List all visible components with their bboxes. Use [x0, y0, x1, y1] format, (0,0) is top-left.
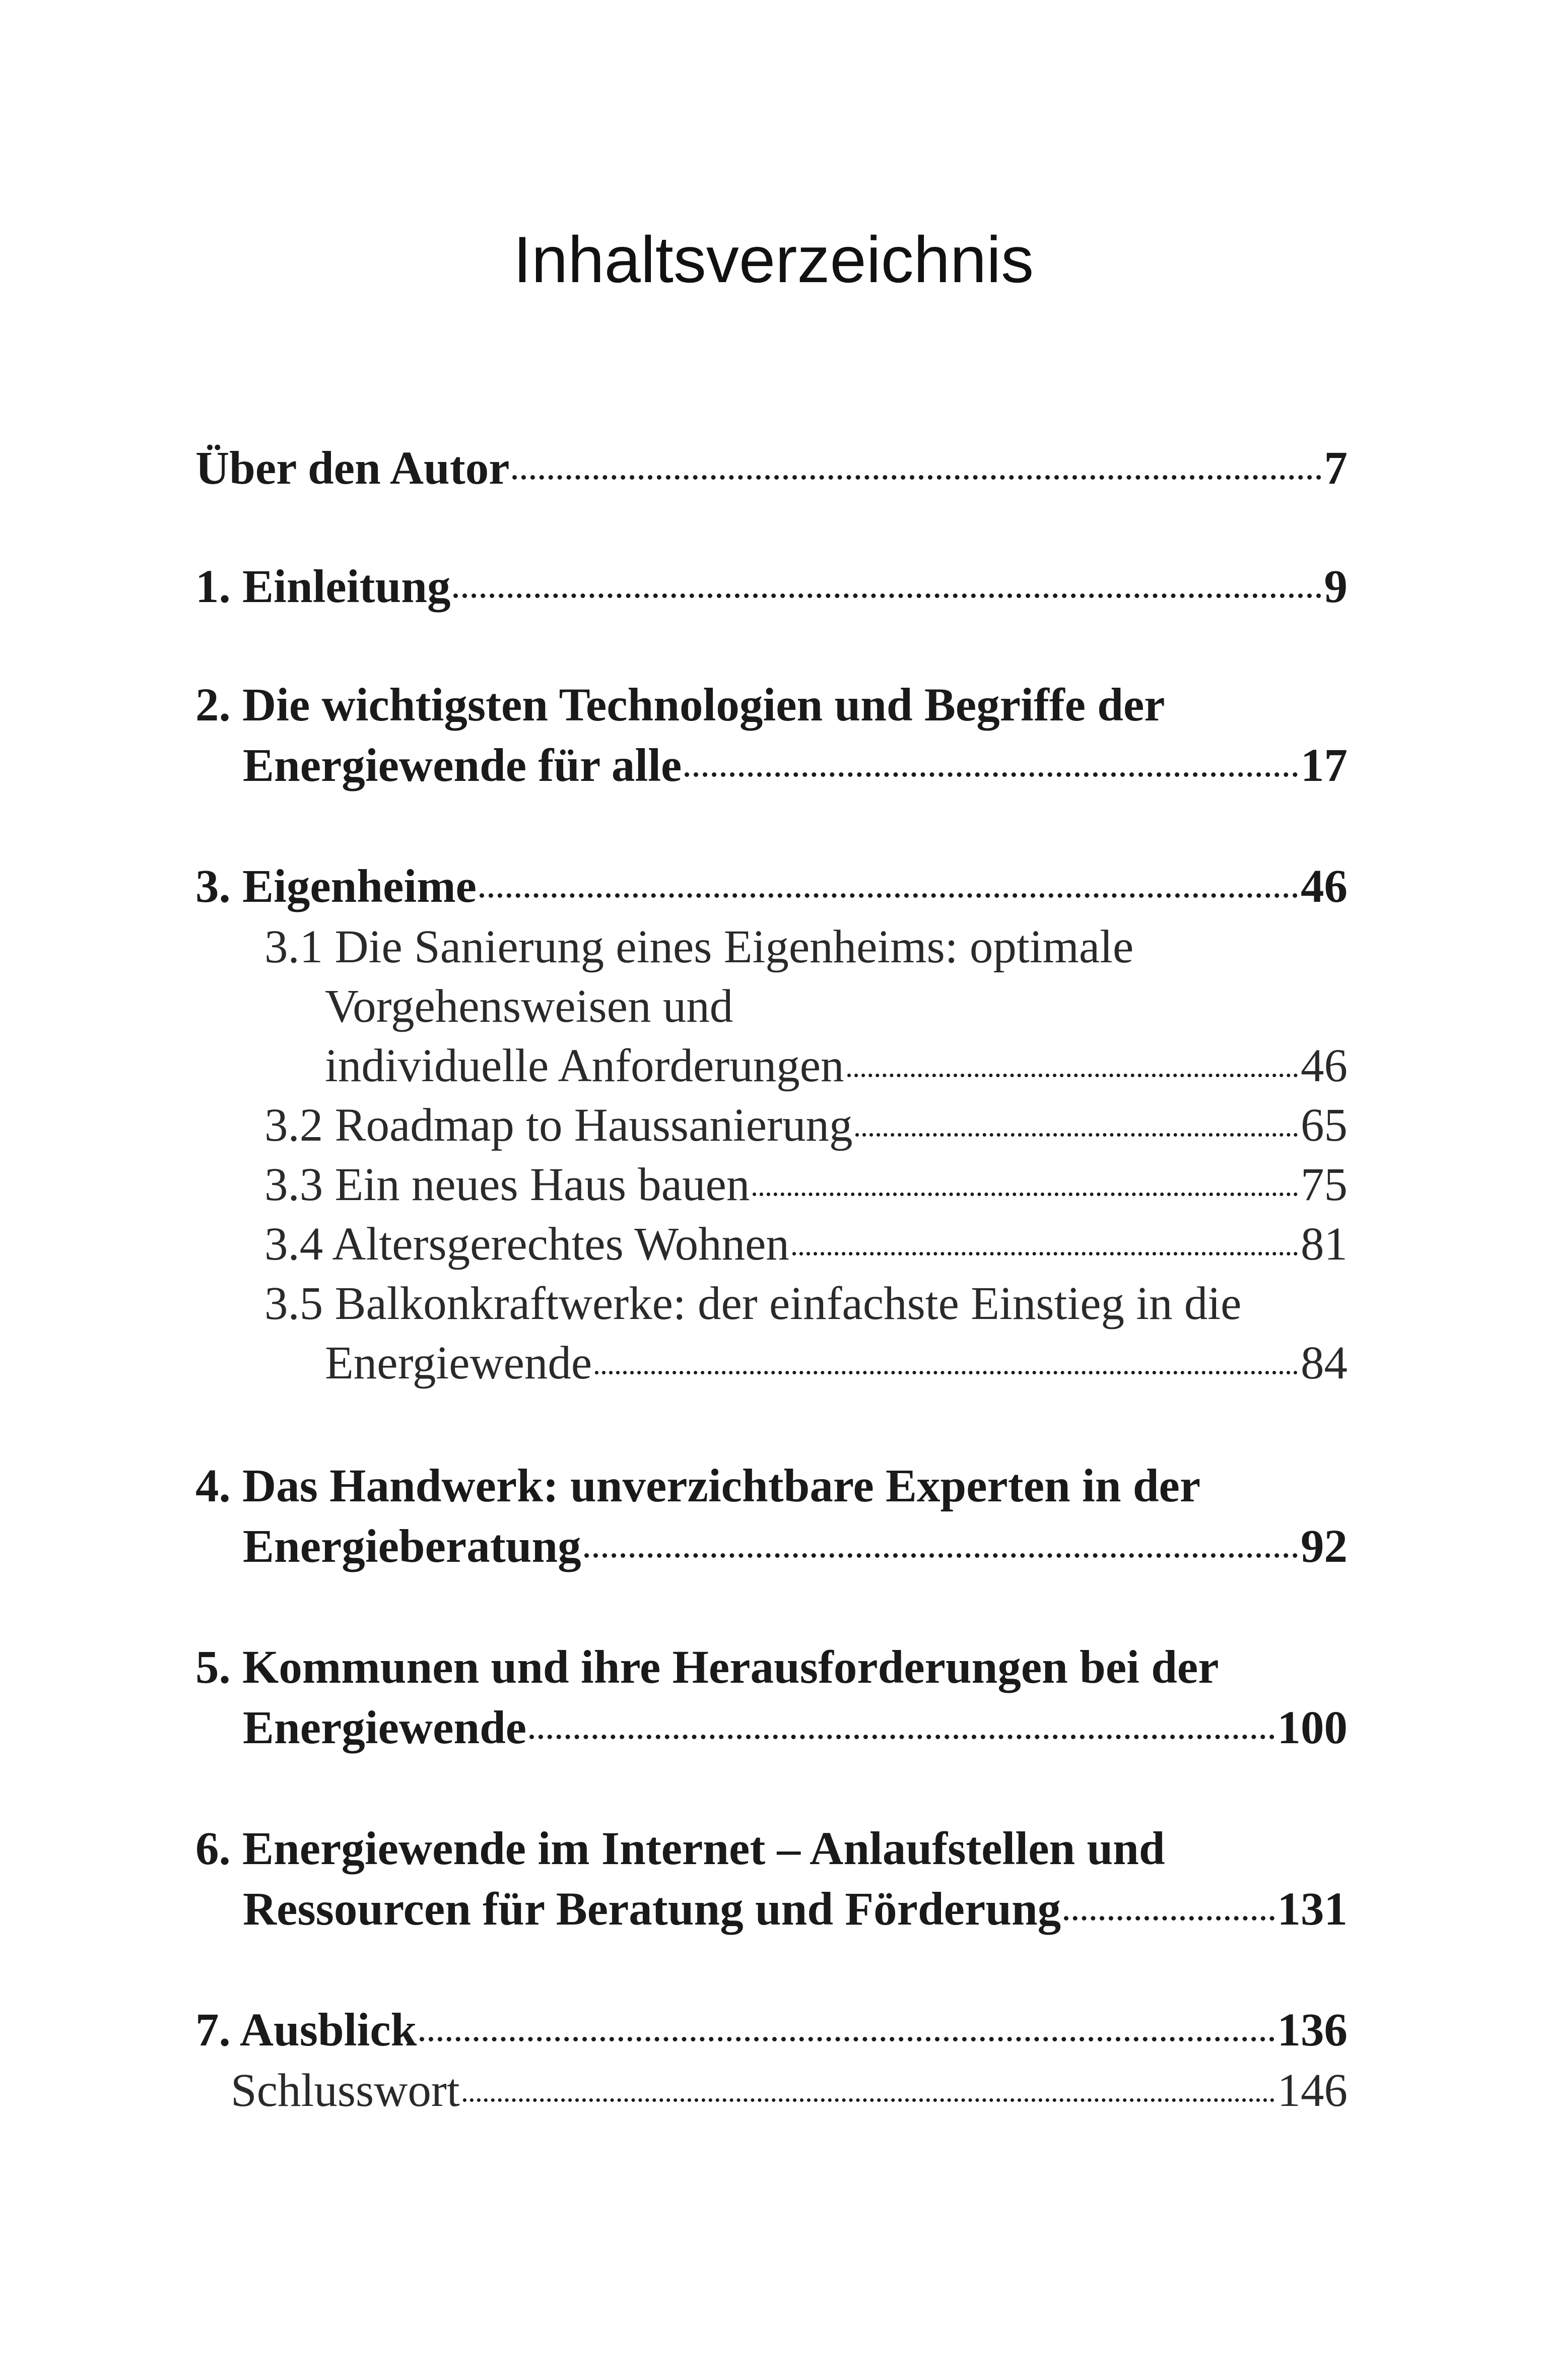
toc-entry-chapter-4[interactable]: [243, 1516, 1348, 1577]
dot-leader: [753, 1193, 1298, 1196]
toc-entry-section-3-5-line1[interactable]: [264, 1274, 1348, 1334]
toc-entry-about-author[interactable]: [195, 438, 1348, 499]
toc-entry-title: 3.4 Altersgerechtes Wohnen: [264, 1218, 789, 1270]
dot-leader: [1064, 1916, 1274, 1921]
dot-leader: [685, 772, 1298, 777]
toc-entry-title: 6. Energiewende im Internet – Anlaufstellen und: [195, 1823, 1165, 1875]
toc-page-number: 46: [1301, 1040, 1348, 1092]
toc-entry-title: Energiewende: [243, 1702, 527, 1754]
toc-entry-title: 3. Eigenheime: [195, 861, 477, 912]
dot-leader: [463, 2098, 1274, 2102]
toc-entry-chapter-2-line1[interactable]: [195, 675, 1348, 736]
toc-entry-title: 1. Einleitung: [195, 561, 451, 613]
toc-page-number: 17: [1301, 740, 1348, 791]
toc-entry-title: 3.2 Roadmap to Haussanierung: [264, 1099, 853, 1151]
toc-entry-section-3-4[interactable]: [264, 1214, 1348, 1275]
toc-entry-chapter-1[interactable]: [195, 557, 1348, 617]
toc-entry-title: Energiewende: [325, 1337, 592, 1389]
toc-entry-section-3-1-line1[interactable]: [264, 917, 1348, 977]
toc-entry-title: Ressourcen für Beratung und Förderung: [243, 1883, 1061, 1935]
toc-entry-title: Energieberatung: [243, 1520, 581, 1572]
toc-entry-chapter-2[interactable]: [243, 736, 1348, 796]
toc-entry-chapter-5[interactable]: [243, 1698, 1348, 1758]
toc-page-number: 46: [1301, 861, 1348, 912]
toc-entry-chapter-4-line1[interactable]: [195, 1456, 1348, 1516]
toc-entry-section-3-1[interactable]: [325, 1036, 1348, 1096]
toc-page-number: 131: [1277, 1883, 1348, 1935]
toc-page-number: 136: [1277, 2004, 1348, 2056]
toc-page-number: 75: [1301, 1159, 1348, 1211]
dot-leader: [529, 1735, 1274, 1739]
toc-entry-title: Energiewende für alle: [243, 740, 682, 791]
toc-entry-title: 3.3 Ein neues Haus bauen: [264, 1159, 750, 1211]
dot-leader: [420, 2037, 1274, 2041]
dot-leader: [480, 893, 1298, 898]
toc-page-number: 146: [1277, 2065, 1348, 2117]
toc-page-number: 92: [1301, 1520, 1348, 1572]
dot-leader: [847, 1074, 1298, 1077]
dot-leader: [453, 593, 1321, 598]
toc-entry-title: 5. Kommunen und ihre Herausforderungen bei der: [195, 1641, 1219, 1693]
page-title: Inhaltsverzeichnis: [513, 223, 1034, 296]
toc-entry-closing-words[interactable]: [231, 2061, 1348, 2121]
toc-entry-title: Über den Autor: [195, 442, 510, 494]
toc-entry-chapter-7[interactable]: [195, 2000, 1348, 2061]
toc-page-number: 7: [1324, 442, 1348, 494]
toc-entry-section-3-3[interactable]: [264, 1155, 1348, 1215]
toc-page-number: 65: [1301, 1099, 1348, 1151]
dot-leader: [792, 1252, 1298, 1255]
toc-entry-title: 3.1 Die Sanierung eines Eigenheims: optimale: [264, 921, 1134, 973]
dot-leader: [595, 1371, 1298, 1374]
toc-page-number: 100: [1277, 1702, 1348, 1754]
toc-page-number: 81: [1301, 1218, 1348, 1270]
toc-entry-chapter-6-line1[interactable]: [195, 1819, 1348, 1879]
toc-entry-title: 3.5 Balkonkraftwerke: der einfachste Einstieg in die: [264, 1278, 1242, 1330]
toc-entry-title: 7. Ausblick: [195, 2004, 417, 2056]
toc-entry-title: individuelle Anforderungen: [325, 1040, 844, 1092]
dot-leader: [584, 1553, 1298, 1558]
toc-entry-title: Schlusswort: [231, 2065, 460, 2117]
toc-entry-section-3-5[interactable]: [325, 1333, 1348, 1394]
dot-leader: [512, 475, 1321, 480]
toc-entry-chapter-6[interactable]: [243, 1879, 1348, 1940]
toc-page-number: 9: [1324, 561, 1348, 613]
toc-entry-title: 2. Die wichtigsten Technologien und Begriffe der: [195, 679, 1165, 731]
toc-page-number: 84: [1301, 1337, 1348, 1389]
toc-entry-chapter-5-line1[interactable]: [195, 1637, 1348, 1698]
toc-entry-section-3-1-line2[interactable]: [325, 976, 1348, 1037]
dot-leader: [855, 1133, 1298, 1137]
toc-entry-title: 4. Das Handwerk: unverzichtbare Experten in der: [195, 1460, 1201, 1512]
toc-entry-section-3-2[interactable]: [264, 1095, 1348, 1156]
toc-entry-chapter-3[interactable]: [195, 856, 1348, 917]
toc-entry-title: Vorgehensweisen und: [325, 980, 733, 1032]
